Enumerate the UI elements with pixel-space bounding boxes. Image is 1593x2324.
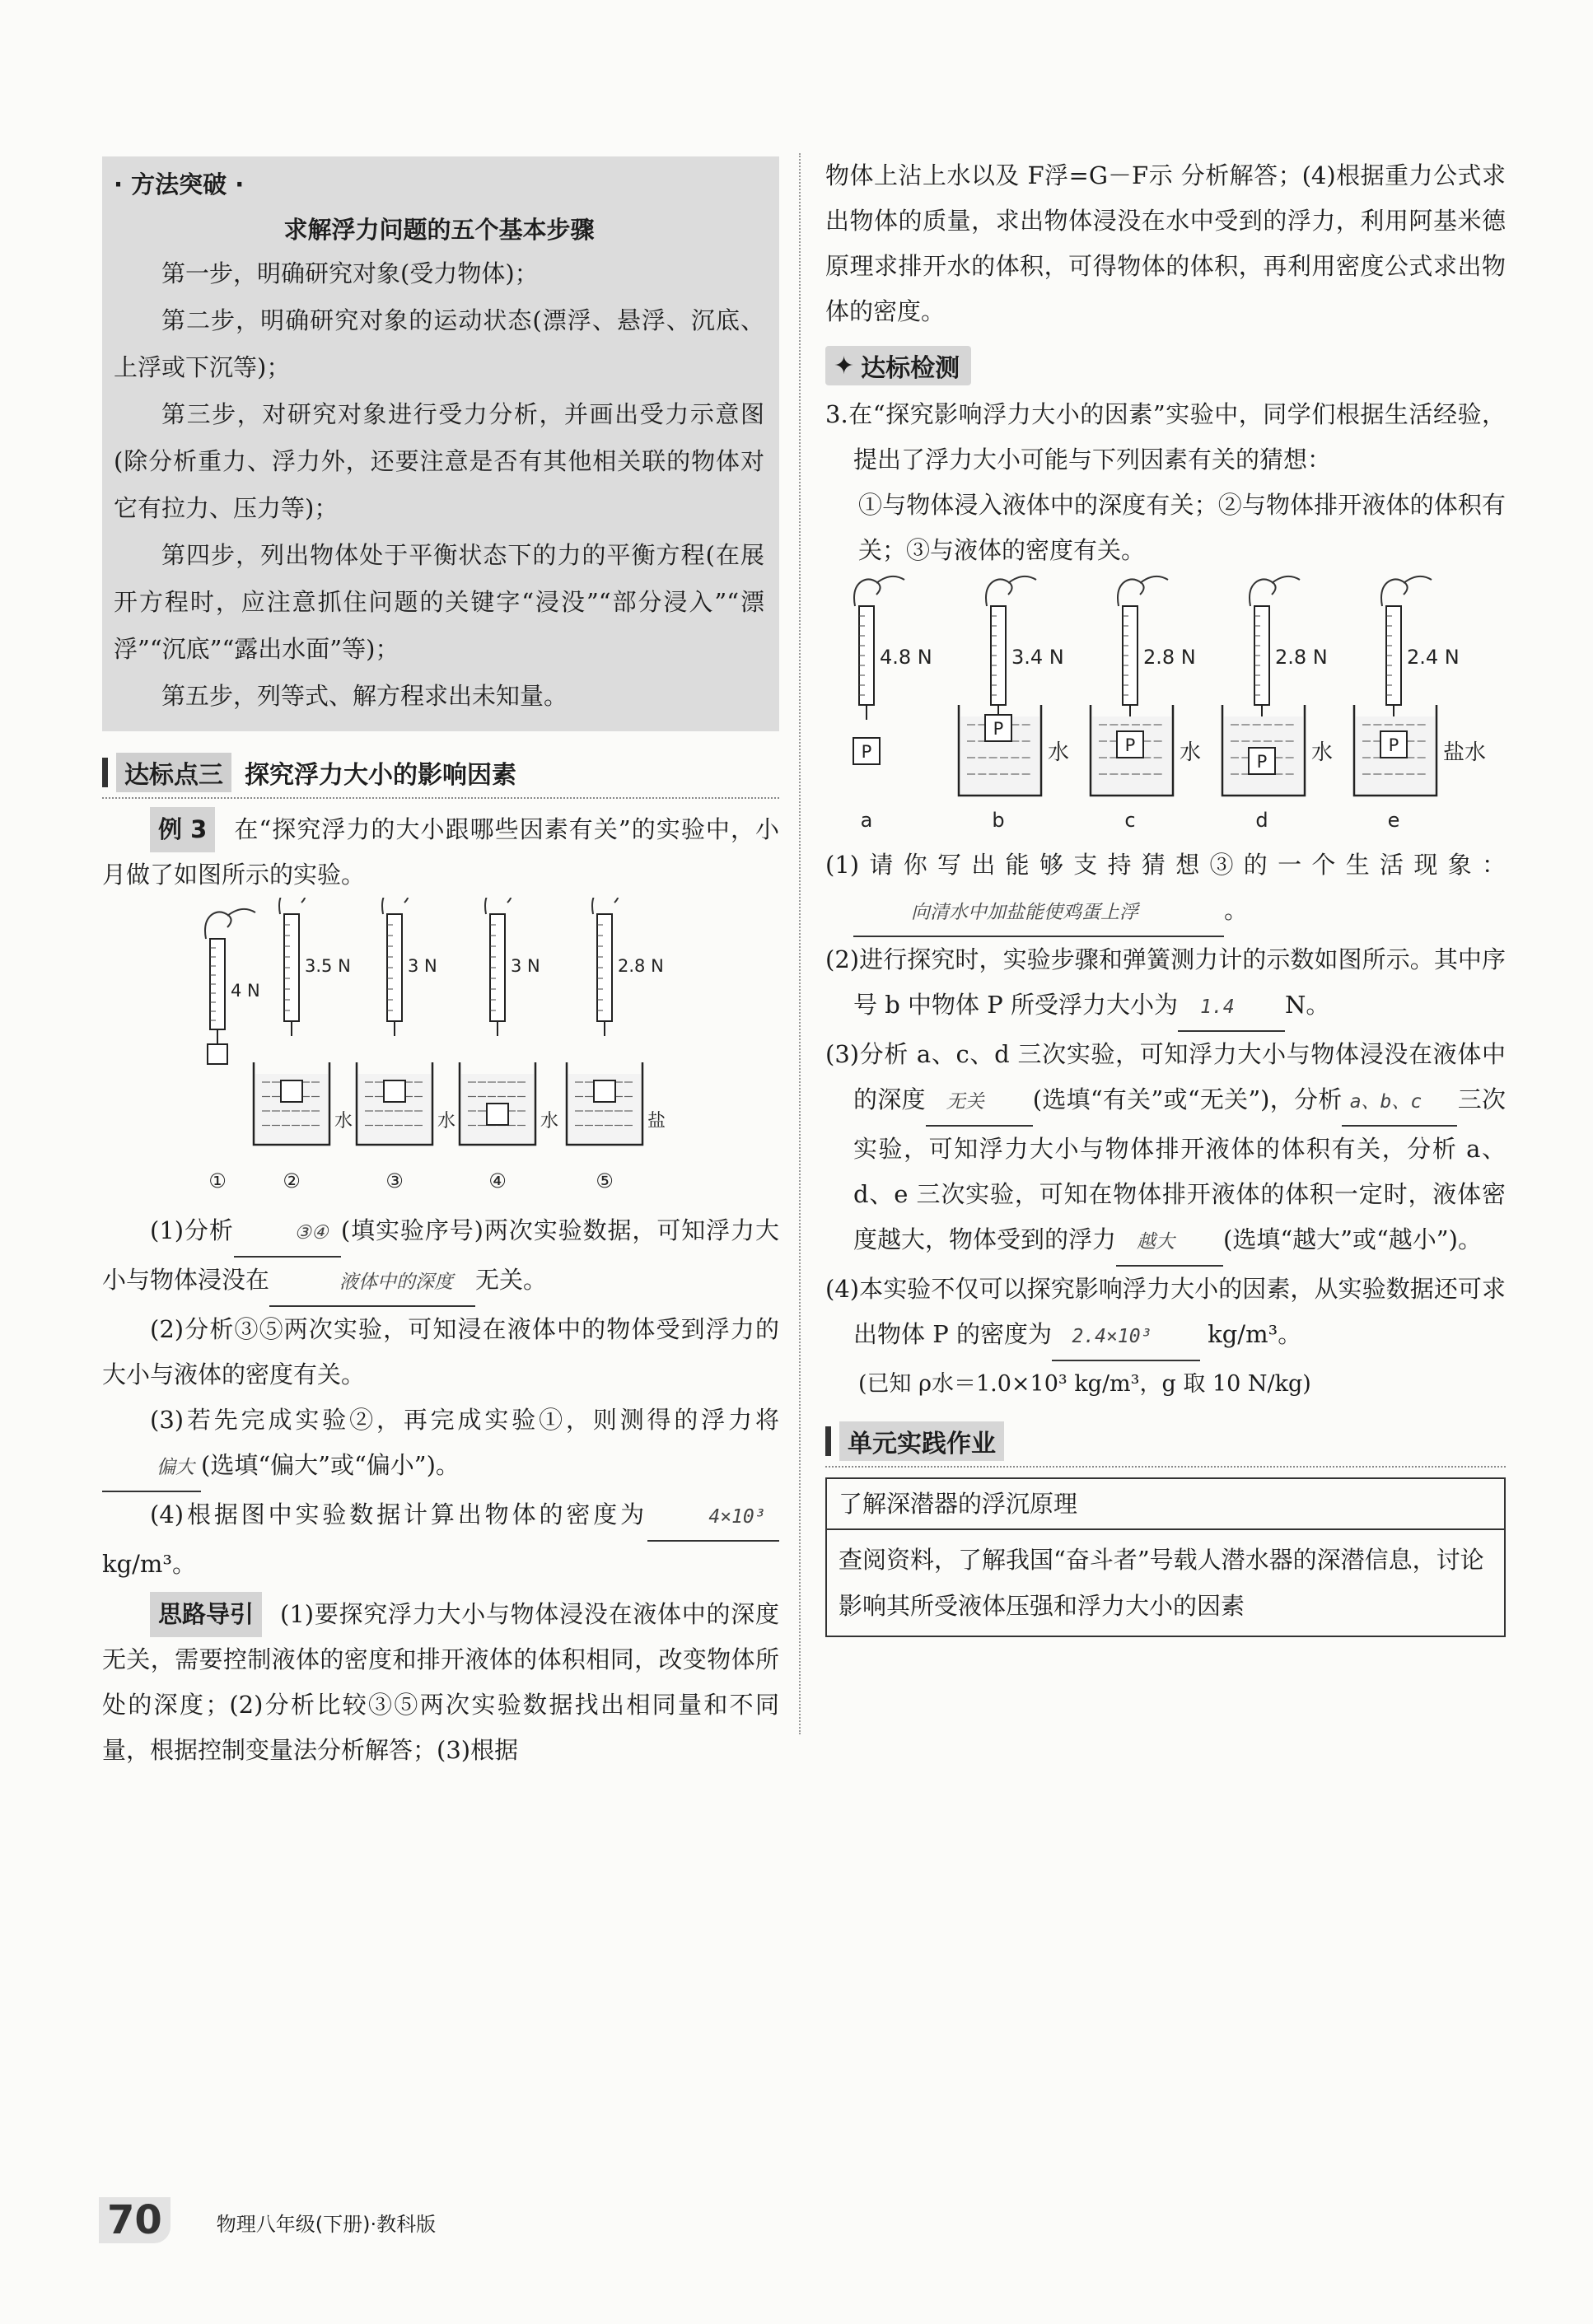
hand-icon bbox=[279, 898, 329, 914]
guide-label: 思路导引 bbox=[150, 1592, 262, 1637]
object-label: P bbox=[1256, 752, 1268, 772]
example-figure bbox=[102, 898, 779, 1202]
step-letter: a bbox=[860, 809, 873, 832]
hand-icon bbox=[986, 576, 1036, 606]
step-letter: d bbox=[1255, 809, 1268, 832]
answer-blank: ③④ bbox=[234, 1211, 341, 1258]
sparkle-icon: ✦ bbox=[834, 351, 855, 380]
example-label: 例 3 bbox=[150, 807, 215, 852]
column-divider bbox=[799, 153, 801, 1734]
experiment-number: ⑤ bbox=[596, 1169, 614, 1192]
section-bar bbox=[102, 758, 108, 787]
section-heading bbox=[102, 749, 779, 799]
liquid-label: 水 bbox=[1048, 740, 1070, 765]
question-3-figure bbox=[825, 573, 1506, 837]
answer-blank: 偏大 bbox=[102, 1445, 201, 1492]
task-body: 查阅资料，了解我国“奋斗者”号载人潜水器的深潜信息，讨论影响其所受液体压强和浮力大小的因素 bbox=[839, 1546, 1484, 1620]
experiment-number: ③ bbox=[385, 1169, 404, 1192]
q3-sub2: (2)进行探究时，实验步骤和弹簧测力计的示数如图所示。其中序号 b 中物体 P 所受浮力大小为 1.4 N。 bbox=[825, 937, 1506, 1032]
left-column bbox=[102, 156, 779, 1773]
scale-reading: 3.4 N bbox=[1011, 646, 1064, 669]
guide-continued: 物体上沾上水以及 F浮=G－F示 分析解答；(4)根据重力公式求出物体的质量，求出物体浸没在水中受到的浮力，利用阿基米德原理求排开水的体积，可得物体的体积，再利用密度公式求出物体的密度。 bbox=[825, 161, 1506, 325]
hand-icon bbox=[1381, 576, 1432, 606]
section-bar bbox=[825, 1426, 831, 1456]
block bbox=[208, 1044, 227, 1064]
section-tag: 达标点三 bbox=[116, 753, 231, 792]
right-column bbox=[825, 153, 1506, 1637]
block bbox=[487, 1104, 508, 1125]
scale-reading: 3 N bbox=[408, 956, 437, 976]
liquid-label: 水 bbox=[1180, 740, 1202, 765]
question-3-guesses: ①与物体浸入液体中的深度有关；②与物体排开液体的体积有关；③与液体的密度有关。 bbox=[858, 491, 1506, 564]
answer-blank: a、b、c bbox=[1342, 1080, 1457, 1127]
q3-sub3: (3)分析 a、c、d 三次实验，可知浮力大小与物体浸没在液体中的深度 无关 (选填“有关”或“无关”)，分析 a、b、c 三次实验，可知浮力大小与物体排开液体的体积有关，分析 a、d、e 三次实验，可知在物体排开液体的体积一定时，液体密度越大，物体受到的浮力 越大 (选填“越大”或“越小”)。 bbox=[825, 1032, 1506, 1267]
liquid-label: 水 bbox=[540, 1111, 559, 1132]
page-footer bbox=[99, 2197, 436, 2243]
scale-reading: 2.8 N bbox=[618, 956, 664, 976]
method-step: 第三步，对研究对象进行受力分析，并画出受力示意图(除分析重力、浮力外，还要注意是否有其他相关联的物体对它有拉力、压力等)； bbox=[114, 400, 764, 522]
object-label: P bbox=[1388, 735, 1399, 755]
hand-icon bbox=[205, 909, 255, 939]
scale-reading: 4 N bbox=[231, 981, 260, 1001]
experiment-number: ② bbox=[283, 1169, 301, 1192]
practice-task-box bbox=[825, 1477, 1506, 1637]
liquid-label: 盐 bbox=[647, 1111, 666, 1132]
unit-title: 单元实践作业 bbox=[839, 1421, 1004, 1461]
answer-blank: 液体中的深度 bbox=[269, 1260, 475, 1307]
step-letter: c bbox=[1124, 809, 1136, 832]
hand-icon bbox=[485, 898, 535, 914]
q3-given: (已知 ρ水＝1.0×10³ kg/m³，g 取 10 N/kg) bbox=[858, 1371, 1311, 1397]
scale-reading: 2.8 N bbox=[1275, 646, 1328, 669]
experiment-number: ① bbox=[208, 1169, 227, 1192]
hand-icon bbox=[592, 898, 642, 914]
method-box bbox=[102, 156, 779, 731]
object-label: P bbox=[861, 742, 872, 762]
method-step: 第四步，列出物体处于平衡状态下的力的平衡方程(在展开方程时，应注意抓住问题的关键字“浸没”“部分浸入”“漂浮”“沉底”“露出水面”等)； bbox=[114, 541, 764, 663]
block bbox=[281, 1080, 302, 1102]
answer-blank: 2.4×10³ bbox=[1052, 1314, 1200, 1361]
example-intro: 例 3 在“探究浮力的大小跟哪些因素有关”的实验中，小月做了如图所示的实验。 bbox=[102, 807, 779, 898]
scale-reading: 2.8 N bbox=[1143, 646, 1196, 669]
unit-heading bbox=[825, 1418, 1506, 1468]
method-title: 求解浮力问题的五个基本步骤 bbox=[283, 216, 595, 244]
example-q3: (3)若先完成实验②，再完成实验①，则测得的浮力将偏大 (选填“偏大”或“偏小”)。 bbox=[102, 1398, 779, 1492]
method-step: 第二步，明确研究对象的运动状态(漂浮、悬浮、沉底、上浮或下沉等)； bbox=[114, 306, 764, 381]
scale-reading: 4.8 N bbox=[880, 646, 932, 669]
example-q4: (4)根据图中实验数据计算出物体的密度为 4×10³ kg/m³。 bbox=[102, 1492, 779, 1587]
hand-icon bbox=[1250, 576, 1300, 606]
hand-icon bbox=[382, 898, 432, 914]
liquid-label: 盐水 bbox=[1443, 740, 1487, 765]
guide-paragraph: 思路导引 (1)要探究浮力大小与物体浸没在液体中的深度无关，需要控制液体的密度和排开液体的体积相同，改变物体所处的深度；(2)分析比较③⑤两次实验数据找出相同量和不同量，根据控制变量法分析解答；(3)根据 bbox=[102, 1592, 779, 1773]
scale-reading: 3 N bbox=[511, 956, 540, 976]
scale-reading: 3.5 N bbox=[305, 956, 351, 976]
liquid-label: 水 bbox=[334, 1111, 353, 1132]
object-label: P bbox=[1124, 735, 1136, 755]
hand-icon bbox=[1118, 576, 1168, 606]
section-title: 探究浮力大小的影响因素 bbox=[245, 761, 516, 790]
answer-blank: 1.4 bbox=[1178, 985, 1285, 1032]
answer-blank: 越大 bbox=[1116, 1220, 1223, 1267]
liquid-label: 水 bbox=[1311, 740, 1334, 765]
example-q2: (2)分析③⑤两次实验，可知浸在液体中的物体受到浮力的大小与液体的密度有关。 bbox=[102, 1315, 779, 1388]
q3-sub4: (4)本实验不仅可以探究影响浮力大小的因素，从实验数据还可求出物体 P 的密度为 2.4×10³ kg/m³。 bbox=[825, 1267, 1506, 1361]
example-q1: (1)分析 ③④ (填实验序号)两次实验数据，可知浮力大小与物体浸没在 液体中的深度 无关。 bbox=[102, 1208, 779, 1307]
liquid-label: 水 bbox=[437, 1111, 456, 1132]
answer-blank: 向清水中加盐能使鸡蛋上浮 bbox=[853, 890, 1224, 937]
page-number: 70 bbox=[99, 2197, 171, 2243]
check-heading: ✦ 达标检测 bbox=[825, 346, 1506, 385]
question-3-intro: 3.在“探究影响浮力大小的因素”实验中，同学们根据生活经验，提出了浮力大小可能与下列因素有关的猜想： bbox=[825, 400, 1506, 474]
step-letter: e bbox=[1387, 809, 1400, 832]
block bbox=[594, 1080, 615, 1102]
method-step: 第一步，明确研究对象(受力物体)； bbox=[161, 259, 539, 287]
task-title: 了解深潜器的浮沉原理 bbox=[827, 1479, 1504, 1530]
q3-sub1: (1)请你写出能够支持猜想③的一个生活现象：向清水中加盐能使鸡蛋上浮 。 bbox=[825, 842, 1506, 937]
answer-blank: 无关 bbox=[926, 1080, 1033, 1127]
experiment-number: ④ bbox=[488, 1169, 507, 1192]
scale-reading: 2.4 N bbox=[1407, 646, 1460, 669]
object-label: P bbox=[993, 719, 1004, 739]
block bbox=[384, 1080, 405, 1102]
method-tag: · 方法突破 · bbox=[114, 170, 245, 198]
book-title: 物理八年级(下册)·教科版 bbox=[216, 2213, 437, 2236]
answer-blank: 4×10³ bbox=[647, 1495, 779, 1542]
step-letter: b bbox=[992, 809, 1005, 832]
hand-icon bbox=[854, 576, 904, 606]
method-step: 第五步，列等式、解方程求出未知量。 bbox=[161, 682, 568, 710]
